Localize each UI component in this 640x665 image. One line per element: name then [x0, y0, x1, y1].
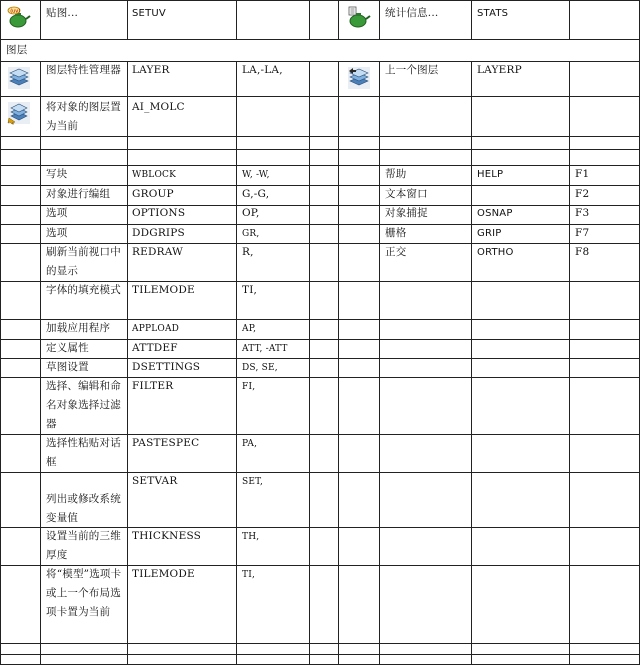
row-alias: FI,: [242, 382, 256, 392]
row-command: ATTDEF: [132, 342, 178, 354]
stats-command: STATS: [477, 8, 509, 19]
uv-teapot-icon[interactable]: [7, 6, 31, 30]
grid-line: [0, 472, 640, 473]
grid-line: [379, 61, 380, 665]
ai-molc-label: 将对象的图层置为当前: [46, 101, 121, 132]
row-alias: TH,: [242, 532, 260, 542]
row-command: WBLOCK: [132, 170, 177, 180]
row-alias: OP,: [242, 207, 260, 219]
row-command: FILTER: [132, 380, 174, 392]
row-alias: W, -W,: [242, 170, 270, 180]
grid-line: [0, 224, 640, 225]
setuv-label: 贴图...: [46, 7, 79, 19]
grid-line: [127, 0, 128, 40]
stats-teapot-icon[interactable]: [347, 6, 371, 30]
row-label: 写块: [46, 168, 68, 180]
layerp-label: 上一个图层: [385, 64, 439, 76]
row-label: 草图设置: [46, 361, 89, 373]
row-alias: G,-G,: [242, 188, 270, 200]
shortcut-key: F3: [575, 207, 590, 219]
row-label: 定义属性: [46, 342, 89, 354]
grid-line: [0, 0, 1, 665]
shortcut-label: 栅格: [385, 227, 407, 239]
row-alias: ATT, -ATT: [242, 344, 288, 354]
stats-label: 统计信息...: [385, 7, 439, 19]
row-alias: TI,: [242, 570, 256, 580]
grid-line: [471, 61, 472, 665]
row-label: 刷新当前视口中的显示: [46, 246, 121, 277]
row-command: THICKNESS: [132, 530, 202, 542]
grid-line: [0, 0, 640, 1]
grid-line: [471, 0, 472, 40]
row-command: OPTIONS: [132, 207, 186, 219]
grid-line: [309, 61, 310, 665]
layer-label: 图层特性管理器: [46, 64, 121, 76]
row-command: APPLOAD: [132, 324, 180, 334]
grid-line: [40, 0, 41, 40]
row-command: DDGRIPS: [132, 227, 185, 239]
row-label: 列出或修改系统变量值: [46, 493, 121, 524]
grid-line: [0, 339, 640, 340]
row-command: DSETTINGS: [132, 361, 201, 373]
row-alias: PA,: [242, 439, 258, 449]
grid-line: [0, 96, 640, 97]
row-label: 选项: [46, 227, 68, 239]
row-label: 对象进行编组: [46, 188, 111, 200]
grid-line: [236, 61, 237, 665]
shortcut-key: F1: [575, 168, 590, 180]
shortcut-key: F2: [575, 188, 590, 200]
shortcut-label: 帮助: [385, 168, 407, 180]
grid-line: [379, 0, 380, 40]
row-alias: AP,: [242, 324, 257, 334]
row-label: 设置当前的三维厚度: [46, 530, 121, 561]
section-title: 图层: [6, 44, 28, 56]
layer-previous-icon[interactable]: [347, 66, 371, 90]
ai-molc-command: AI_MOLC: [132, 101, 185, 113]
shortcut-key: F8: [575, 246, 590, 258]
row-label: 选择性粘贴对话框: [46, 437, 121, 468]
row-alias: R,: [242, 246, 254, 258]
shortcut-label: 对象捕捉: [385, 207, 428, 219]
row-label: 选择、编辑和命名对象选择过滤器: [46, 380, 121, 430]
row-command: GROUP: [132, 188, 174, 200]
grid-line: [0, 149, 640, 150]
grid-line: [569, 61, 570, 665]
row-label: 加载应用程序: [46, 322, 111, 334]
layerp-command: LAYERP: [477, 64, 522, 76]
grid-line: [338, 0, 339, 40]
row-command: PASTESPEC: [132, 437, 200, 449]
layer-alias: LA,-LA,: [242, 64, 283, 76]
shortcut-command: HELP: [477, 169, 504, 180]
row-alias: DS, SE,: [242, 363, 278, 373]
shortcut-command: ORTHO: [477, 247, 514, 258]
row-alias: GR,: [242, 229, 260, 239]
grid-line: [569, 0, 570, 40]
grid-line: [0, 165, 640, 166]
row-command: REDRAW: [132, 246, 184, 258]
grid-line: [236, 0, 237, 40]
row-command: TILEMODE: [132, 568, 195, 580]
grid-line: [40, 61, 41, 665]
shortcut-command: GRIP: [477, 228, 502, 239]
row-alias: TI,: [242, 284, 258, 296]
grid-line: [0, 654, 640, 655]
setuv-command: SETUV: [132, 8, 166, 19]
row-command: TILEMODE: [132, 284, 195, 296]
shortcut-command: OSNAP: [477, 208, 513, 219]
shortcut-label: 文本窗口: [385, 188, 428, 200]
grid-line: [0, 136, 640, 137]
grid-line: [127, 61, 128, 665]
layer-command: LAYER: [132, 64, 170, 76]
row-label: 选项: [46, 207, 68, 219]
row-command: SETVAR: [132, 475, 178, 487]
layer-make-current-icon[interactable]: [7, 101, 31, 125]
shortcut-label: 正交: [385, 246, 407, 258]
svg-text:(uv): (uv): [10, 8, 21, 15]
grid-line: [0, 643, 640, 644]
grid-line: [338, 61, 339, 665]
grid-line: [0, 358, 640, 359]
shortcut-key: F7: [575, 227, 590, 239]
grid-line: [0, 205, 640, 206]
row-label: 字体的填充模式: [46, 284, 121, 296]
layer-stack-icon[interactable]: [7, 66, 31, 90]
grid-line: [309, 0, 310, 40]
grid-line: [0, 39, 640, 40]
row-alias: SET,: [242, 477, 264, 487]
row-label: 将“模型”选项卡或上一个布局选项卡置为当前: [46, 568, 122, 618]
